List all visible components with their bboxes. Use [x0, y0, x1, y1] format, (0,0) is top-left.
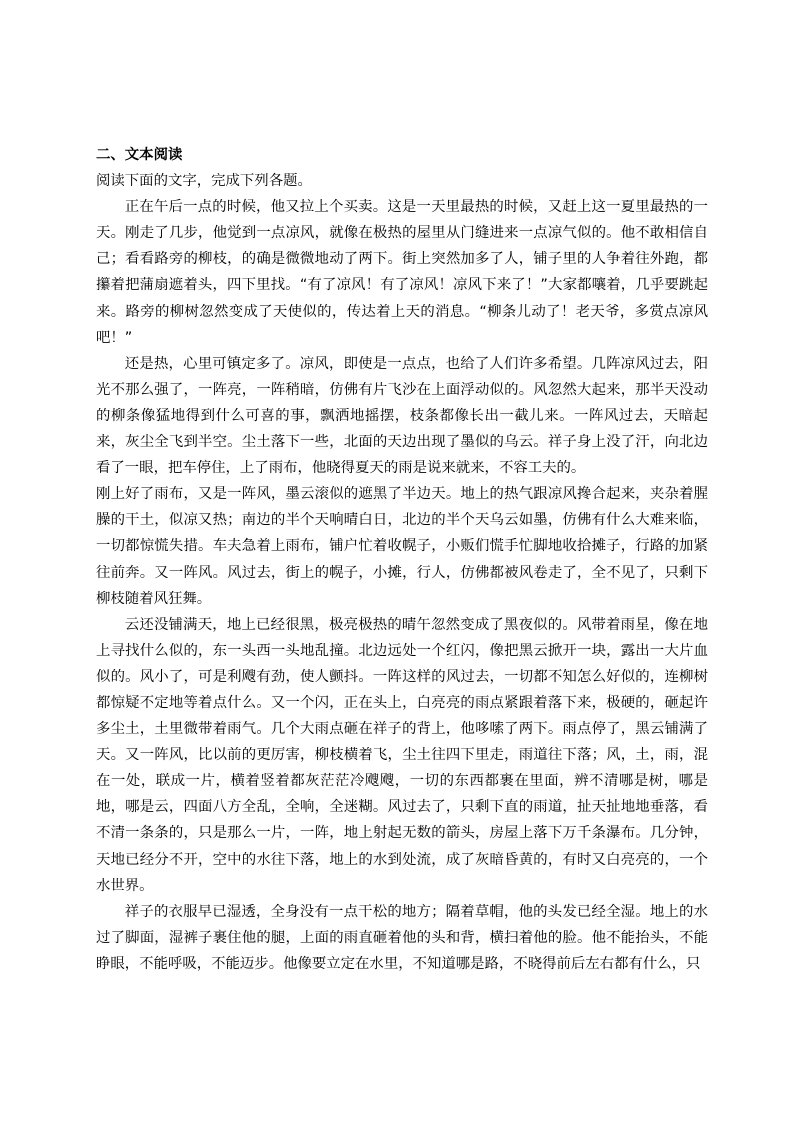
paragraph-1: 正在午后一点的时候，他又拉上个买卖。这是一天里最热的时候，又赶上这一夏里最热的一天。刚走了几步，他觉到一点凉风，就像在极热的屋里从门缝进来一点凉气似的。他不敢相信自己；看看路旁的柳枝，的确是微微地动了两下。街上突然加多了人，铺子里的人争着往外跑，都攥着把蒲扇遮着头，四下里找。“有了凉风！有了凉风！凉风下来了！”大家都嚷着，几乎要跳起来。路旁的柳树忽然变成了天使似的，传达着上天的消息。“柳条儿动了！老天爷，多赏点凉风吧！”: [96, 199, 708, 346]
instruction: 阅读下面的文字，完成下列各题。: [96, 173, 312, 190]
section-title: 二、文本阅读: [96, 147, 183, 163]
paragraph-5: 祥子的衣服早已湿透，全身没有一点干松的地方；隔着草帽，他的头发已经全湿。地上的水过了脚面，湿裤子裹住他的腿，上面的雨直砸着他的头和背，横扫着他的脸。他不能抬头，不能睁眼，不能呼吸，不能迈步。他像要立定在水里，不知道哪是路，不晓得前后左右都有什么，只: [96, 903, 708, 972]
document-page: [96, 142, 708, 977]
paragraph-3: 刚上好了雨布，又是一阵风，墨云滚似的遮黑了半边天。地上的热气跟凉风搀合起来，夹杂着腥臊的干土，似凉又热；南边的半个天响晴白日，北边的半个天乌云如墨，仿佛有什么大难来临，一切都惊慌失措。车夫急着上雨布，铺户忙着收幌子，小贩们慌手忙脚地收拾摊子，行路的加紧往前奔。又一阵风。风过去，街上的幌子，小摊，行人，仿佛都被风卷走了，全不见了，只剩下柳枝随着风狂舞。: [96, 486, 708, 607]
paragraph-4: 云还没铺满天，地上已经很黑，极亮极热的晴午忽然变成了黑夜似的。风带着雨星，像在地上寻找什么似的，东一头西一头地乱撞。北边远处一个红闪，像把黑云掀开一块，露出一大片血似的。风小了，可是利飕有劲，使人颤抖。一阵这样的风过去，一切都不知怎么好似的，连柳树都惊疑不定地等着点什么。又一个闪，正在头上，白亮亮的雨点紧跟着落下来，极硬的，砸起许多尘土，土里微带着雨气。几个大雨点砸在祥子的背上，他哆嗦了两下。雨点停了，黑云铺满了天。又一阵风，比以前的更厉害，柳枝横着飞，尘土往四下里走，雨道往下落；风，土，雨，混在一处，联成一片，横着竖着都灰茫茫冷飕飕，一切的东西都裹在里面，辨不清哪是树，哪是地，哪是云，四面八方全乱，全响，全迷糊。风过去了，只剩下直的雨道，扯天扯地地垂落，看不清一条条的，只是那么一片，一阵，地上射起无数的箭头，房屋上落下万千条瀑布。几分钟，天地已经分不开，空中的水往下落，地上的水到处流，成了灰暗昏黄的，有时又白亮亮的，一个水世界。: [96, 616, 708, 894]
paragraph-2: 还是热，心里可镇定多了。凉风，即使是一点点，也给了人们许多希望。几阵凉风过去，阳光不那么强了，一阵亮，一阵稍暗，仿佛有片飞沙在上面浮动似的。风忽然大起来，那半天没动的柳条像猛地得到什么可喜的事，飘洒地摇摆，枝条都像长出一截儿来。一阵风过去，天暗起来，灰尘全飞到半空。尘土落下一些，北面的天边出现了墨似的乌云。祥子身上没了汗，向北边看了一眼，把车停住，上了雨布，他晓得夏天的雨是说来就来，不容工夫的。: [96, 355, 708, 477]
